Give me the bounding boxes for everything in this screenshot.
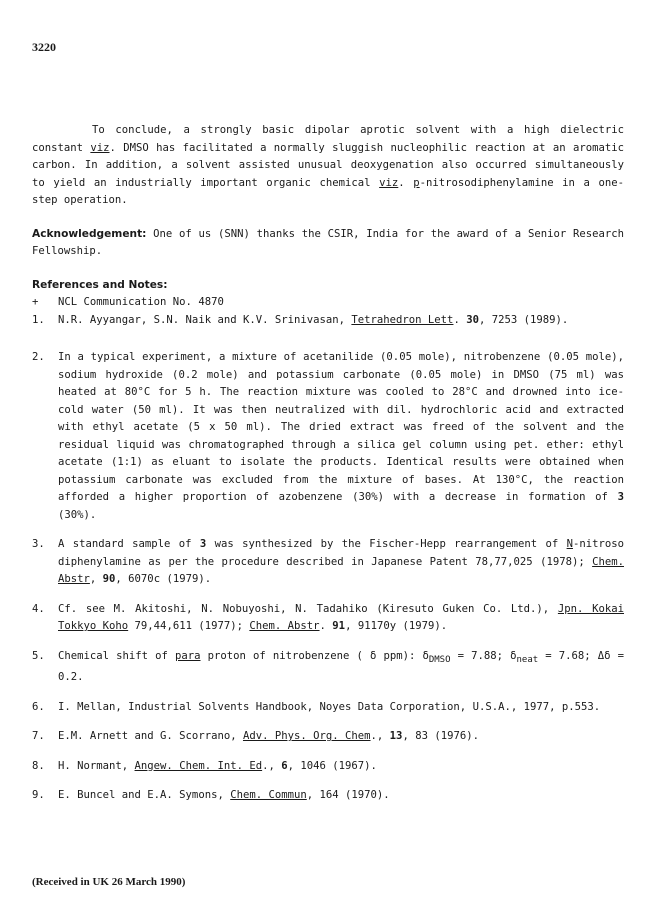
ref-part: , 83 (1976). [402,730,479,743]
reference-number: 2. [32,351,45,363]
viz-term: viz [90,141,110,154]
ref-part: , 1046 (1967). [287,759,377,772]
ref-part: H. Normant, [58,759,135,772]
reference-3 [32,536,624,589]
conclusion-text: . [398,176,414,189]
reference-text [58,312,624,330]
acknowledgement-paragraph [32,226,624,261]
reference-4 [32,601,624,636]
conclusion-text: To conclude, a strongly basic dipolar aprotic solvent with a high dielectric constant [32,124,624,154]
compound-number: 3 [199,538,207,550]
ref-part: = 7.68; Δδ = 0.2. [58,649,625,684]
article-body [32,122,624,805]
reference-number: 5. [32,649,45,662]
journal-name: Tetrahedron Lett [351,313,454,326]
ref-part: 79,44,611 (1977); [128,620,250,632]
reference-8 [32,758,624,776]
reference-text: NCL Communication No. 4870 [58,296,224,308]
reference-text [58,648,624,687]
subscript-neat: neat [516,654,539,665]
ref-part: Chemical shift of [58,649,175,662]
reference-number: 6. [32,700,45,713]
subscript-dmso: DMSO [428,654,451,665]
received-date: (Received in UK 26 March 1990) [32,876,186,888]
ref-part: , 7253 (1989). [478,313,569,326]
reference-number: 1. [32,313,45,326]
reference-7 [32,728,624,746]
volume: 13 [389,730,403,743]
ref-part: , 6070c (1979). [115,573,212,585]
ref-part: In a typical experiment, a mixture of acetanilide (0.05 mole), nitrobenzene (0.05 mole), sodium hydroxide (0.2 mole) and potassium carbonate (0.05 mole) in DMSO (75 ml) was heated at 80°C for 5 h. The reaction mixture was cooled to 28°C and drowned into ice-cold water (50 ml). It was then neutralized with dil. hydrochloric acid and extracted with ethyl acetate (5 x 50 ml). The dried extract was freed of the solvent and the residual liquid was chromatographed through a silica gel column using pet. ether: ethyl acetate (1:1) as eluant to isolate the products. Identical results were obtained when potassium carbonate was excluded from the mixture of bases. At 130°C, the reaction afforded a higher proportion of azobenzene (30%) with a decrease in formation of [58,351,624,503]
ref-part: . [319,620,333,632]
reference-text [58,536,624,589]
reference-2 [32,349,624,524]
ref-part: ., [370,730,390,743]
reference-text [58,758,624,776]
acknowledgement-label: Acknowledgement: [32,227,147,240]
journal-name: Jpn. Kokai Tokkyo Koho [58,602,624,632]
para-prefix: p [413,176,420,189]
viz-term: viz [379,176,399,189]
reference-text: I. Mellan, Industrial Solvents Handbook, Noyes Data Corporation, U.S.A., 1977, p.553. [58,700,601,713]
reference-5 [32,648,624,687]
reference-number: 3. [32,538,45,550]
ref-part: (30%). [58,508,97,521]
references-heading: References and Notes: [32,278,168,291]
conclusion-paragraph [32,122,624,210]
ref-part: was synthesized by the Fischer-Hepp rearrangement of [206,538,567,550]
reference-1 [32,312,624,330]
ref-part: . [453,313,467,326]
conclusion-text: -nitrosodiphenylamine in a one-step operation. [32,176,624,206]
conclusion-text: . DMSO has facilitated a normally sluggish nucleophilic reaction at an aromatic carbon. In addition, a solvent assisted unusual deoxygenation also occurred simultaneously to yield an industrially important organic chemical [32,141,624,189]
journal-name: Chem. Abstr [58,555,624,585]
reference-number: + [32,296,39,308]
reference-text [58,349,624,524]
journal-name: Adv. Phys. Org. Chem [242,730,371,743]
acknowledgement-text: One of us (SNN) thanks the CSIR, India for the award of a Senior Research Fellowship. [32,227,624,257]
reference-text [58,728,624,746]
compound-number: 3 [617,491,624,503]
ref-part: , [89,573,103,585]
ref-part: proton of nitrobenzene ( δ ppm): δ [200,649,429,662]
page-number: 3220 [32,40,56,54]
reference-number: 4. [32,602,45,615]
ref-part: E.M. Arnett and G. Scorrano, [58,730,243,743]
ref-part: ., [262,759,282,772]
reference-text [58,787,624,805]
ref-part: N.R. Ayyangar, S.N. Naik and K.V. Srinivasan, [58,313,352,326]
journal-name: Chem. Abstr [249,620,320,632]
para-term: para [175,649,201,662]
volume: 30 [466,313,479,326]
ref-part: Cf. see M. Akitoshi, N. Nobuyoshi, N. Tadahiko (Kiresuto Guken Co. Ltd.), [58,602,558,615]
ref-part: = 7.88; δ [450,649,517,662]
volume: 90 [102,573,116,585]
reference-text [58,601,624,636]
n-prefix: N [566,538,573,550]
ref-part: A standard sample of [58,538,200,550]
reference-number: 9. [32,789,45,802]
ref-part: , 164 (1970). [306,789,390,802]
reference-9 [32,787,624,805]
journal-name: Angew. Chem. Int. Ed [134,759,263,772]
reference-6 [32,699,624,717]
ref-part: E. Buncel and E.A. Symons, [58,789,231,802]
reference-number: 8. [32,759,45,772]
reference-number: 7. [32,730,45,743]
volume: 91 [332,620,346,632]
ref-part: -nitroso diphenylamine as per the procedure described in Japanese Patent 78,77,025 (1978); [58,538,624,568]
reference-plus [32,294,624,312]
ref-part: , 91170y (1979). [345,620,448,632]
journal-name: Chem. Commun [230,789,307,802]
volume: 6 [281,759,288,772]
